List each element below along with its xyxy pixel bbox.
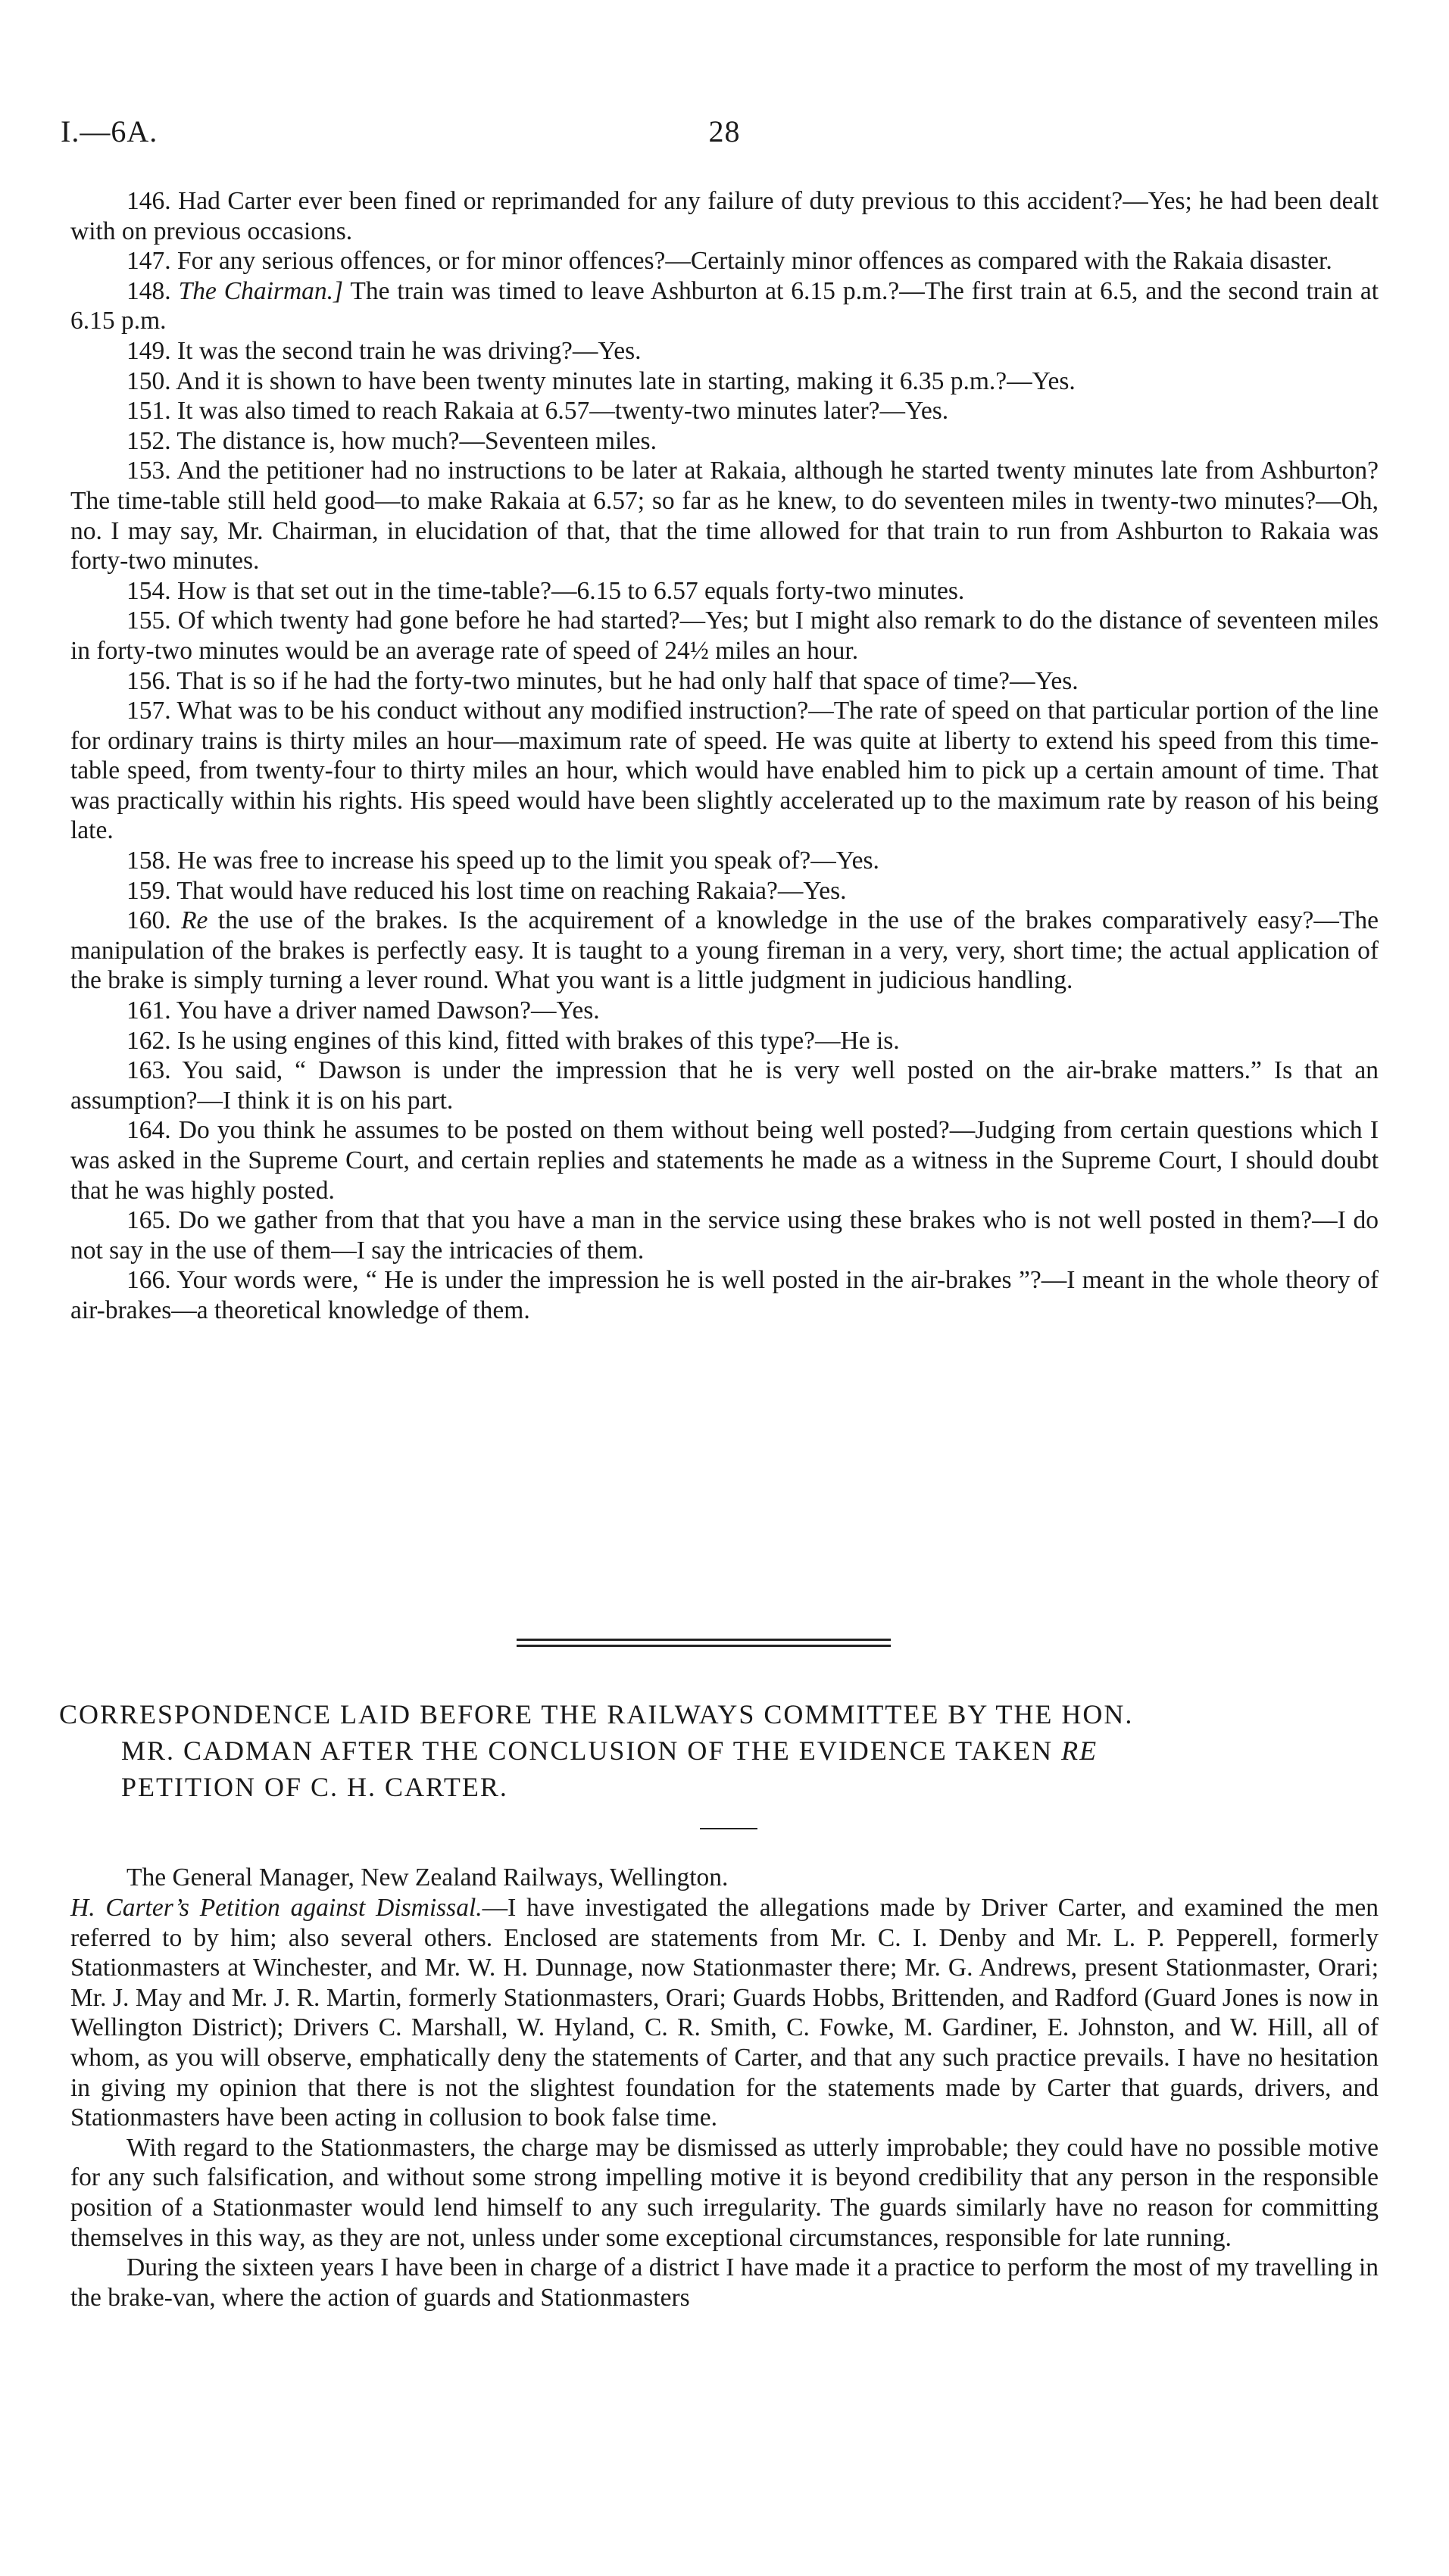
heading-line-1: CORRESPONDENCE LAID BEFORE THE RAILWAYS COMMITTEE BY THE HON. (59, 1699, 1134, 1729)
document-reference: I.—6A. (61, 114, 158, 148)
question-165: 165. Do we gather from that that you have a man in the service using these brakes who is not well posted in them?—I do not say in the use of them—I say the intricacies of them. (70, 1206, 1379, 1265)
question-157: 157. What was to be his conduct without any modified instruction?—The rate of speed on that particular portion of the line for ordinary trains is thirty miles an hour—maximum rate of speed. He was quite at liberty to extend his speed from this time-table speed, from twenty-four to thirty miles an hour, which would have enabled him to pick up a certain amount of time. That was practically within his rights. His speed would have been slightly accelerated up to the maximum rate by reason of his being late. (70, 697, 1379, 845)
heading-line-2: MR. CADMAN AFTER THE CONCLUSION OF THE EVIDENCE TAKEN RE (121, 1736, 1098, 1766)
question-163: 163. You said, “ Dawson is under the impression that he is very well posted on the air-brake matters.” Is that an assumption?—I think it is on his part. (70, 1056, 1379, 1115)
question-151: 151. It was also timed to reach Rakaia at 6.57—twenty-two minutes later?—Yes. (126, 397, 949, 426)
question-158: 158. He was free to increase his speed up to the limit you speak of?—Yes. (126, 847, 879, 875)
heading-line-3: PETITION OF C. H. CARTER. (121, 1772, 508, 1802)
question-150: 150. And it is shown to have been twenty minutes late in starting, making it 6.35 p.m.?—Yes. (126, 366, 1076, 395)
page-header (61, 114, 1388, 159)
question-162: 162. Is he using engines of this kind, fitted with brakes of this type?—He is. (126, 1026, 900, 1055)
question-154: 154. How is that set out in the time-table?—6.15 to 6.57 equals forty-two minutes. (126, 576, 965, 605)
letter-addressee: The General Manager, New Zealand Railways, Wellington. (126, 1863, 729, 1891)
question-160: 160. Re the use of the brakes. Is the acquirement of a knowledge in the use of the brakes comparatively easy?—The manipulation of the brakes is perfectly easy. It is taught to a young fireman in a very, very, short time; the actual application of the brake is simply turning a lever round. What you want is a little judgment in judicious handling. (70, 906, 1379, 995)
letter-paragraph-2: With regard to the Stationmasters, the charge may be dismissed as utterly improbable; they could have no possible motive for any such falsification, and without some strong impelling motive it is beyond credibility that any person in the responsible position of a Stationmaster would lend himself to any such irregularity. The guards similarly have no reason for committing themselves in this way, as they are not, unless under some exceptional circumstances, responsible for late running. (70, 2133, 1379, 2252)
page-number: 28 (708, 114, 741, 148)
question-148: 148. The Chairman.] The train was timed to leave Ashburton at 6.15 p.m.?—The first train at 6.5, and the second train at 6.15 p.m. (70, 276, 1379, 335)
evidence-questions (70, 186, 1379, 1326)
section-divider-bottom (517, 1645, 891, 1647)
question-166: 166. Your words were, “ He is under the impression he is well posted in the air-brakes ”?—I meant in the whole theory of air-brakes—a theoretical knowledge of them. (70, 1266, 1379, 1324)
letter-paragraph-3: During the sixteen years I have been in charge of a district I have made it a practice to perform the most of my travelling in the brake-van, where the action of guards and Stationmasters (70, 2253, 1379, 2312)
letter-subject: H. Carter’s Petition against Dismissal. (70, 1894, 482, 1922)
section-divider-top (517, 1639, 891, 1641)
question-147: 147. For any serious offences, or for minor offences?—Certainly minor offences as compared with the Rakaia disaster. (126, 247, 1332, 276)
question-164: 164. Do you think he assumes to be posted on them without being well posted?—Judging from certain questions which I was asked in the Supreme Court, and certain replies and statements he made as a witness in the Supreme Court, I should doubt that he was highly posted. (70, 1116, 1379, 1205)
heading-divider (700, 1828, 757, 1829)
question-152: 152. The distance is, how much?—Seventeen miles. (126, 426, 657, 455)
letter-paragraph-1: H. Carter’s Petition against Dismissal.—I have investigated the allegations made by Driver Carter, and examined the men referred to by him; also several others. Enclosed are statements from Mr. C. I. Denby and Mr. L. P. Pepperell, formerly Stationmasters at Winchester, and Mr. W. H. Dunnage, now Stationmaster there; Mr. G. Andrews, present Stationmaster, Orari; Mr. J. May and Mr. J. R. Martin, formerly Stationmasters, Orari; Guards Hobbs, Brittenden, and Radford (Guard Jones is now in Wellington District); Drivers C. Marshall, W. Hyland, C. R. Smith, C. Fowke, M. Gardiner, E. Johnston, and W. Hill, all of whom, as you will observe, emphatically deny the statements of Carter, and that any such practice prevails. I have no hesitation in giving my opinion that there is not the slightest foundation for the statements made by Carter that guards, drivers, and Stationmasters have been acting in collusion to book false time. (70, 1894, 1379, 2132)
question-156: 156. That is so if he had the forty-two minutes, but he had only half that space of time?—Yes. (126, 666, 1079, 695)
question-146: 146. Had Carter ever been fined or reprimanded for any failure of duty previous to this accident?—Yes; he had been dealt with on previous occasions. (70, 187, 1379, 245)
question-159: 159. That would have reduced his lost time on reaching Rakaia?—Yes. (126, 876, 847, 905)
question-161: 161. You have a driver named Dawson?—Yes. (126, 996, 600, 1025)
correspondence-heading (59, 1696, 1388, 1805)
correspondence-letter (70, 1863, 1379, 2312)
question-153: 153. And the petitioner had no instructions to be later at Rakaia, although he started twenty minutes late from Ashburton? The time-table still held good—to make Rakaia at 6.57; so far as he knew, to do seventeen miles in twenty-two minutes?—Oh, no. I may say, Mr. Chairman, in elucidation of that, that the time allowed for that train to run from Ashburton to Rakaia was forty-two minutes. (70, 457, 1379, 575)
question-149: 149. It was the second train he was driving?—Yes. (126, 336, 642, 365)
question-155: 155. Of which twenty had gone before he had started?—Yes; but I might also remark to do the distance of seventeen miles in forty-two minutes would be an average rate of speed of 24½ miles an hour. (70, 607, 1379, 665)
